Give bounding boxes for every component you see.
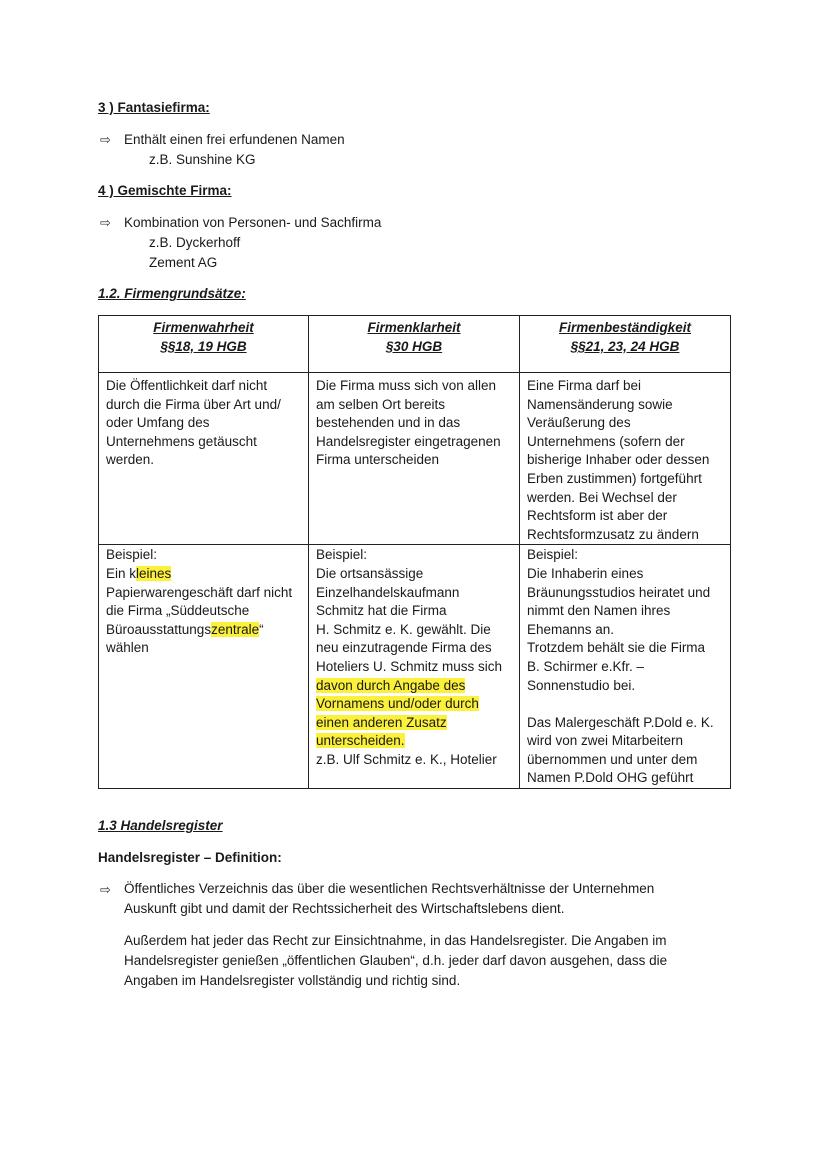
- cell-line: durch die Firma über Art und/: [106, 396, 281, 412]
- example-text: Zement AG: [149, 255, 218, 270]
- cell-line: Veräußerung des: [527, 415, 631, 431]
- cell-line: die Firma „Süddeutsche: [106, 603, 250, 619]
- cell-line: Erben zustimmen) fortgeführt: [527, 470, 702, 486]
- cell-line: [106, 565, 301, 584]
- firmengrundsaetze-table: [98, 315, 731, 789]
- text-line: Angaben im Handelsregister vollständig und richtig sind.: [124, 973, 461, 988]
- cell-line: B. Schirmer e.Kfr. –: [527, 658, 645, 674]
- cell-line: [106, 621, 301, 640]
- cell-line: Hoteliers U. Schmitz muss sich: [316, 658, 503, 674]
- cell-line: H. Schmitz e. K. gewählt. Die: [316, 621, 491, 637]
- heading-firmengrundsaetze: 1.2. Firmengrundsätze:: [98, 286, 246, 301]
- cell-line: [316, 677, 512, 696]
- highlighted-text: einen anderen Zusatz: [316, 714, 447, 730]
- paragraph-text: [124, 931, 667, 991]
- highlighted-text: Vornamens und/oder durch: [316, 696, 479, 712]
- cell-line: z.B. Ulf Schmitz e. K., Hotelier: [316, 751, 497, 767]
- cell-line: Die Inhaberin eines: [527, 565, 644, 581]
- header-title: Firmenwahrheit: [153, 320, 254, 335]
- cell-line: bestehenden und in das: [316, 415, 461, 431]
- header-law: §30 HGB: [385, 338, 443, 354]
- arrow-right-icon: ⇨: [100, 215, 111, 230]
- cell-line: Einzelhandelskaufmann: [316, 584, 460, 600]
- cell-line: Namen P.Dold OHG geführt: [527, 770, 694, 786]
- text-run: Büroausstattungs: [106, 621, 212, 637]
- cell-line: Schmitz hat die Firma: [316, 603, 447, 619]
- cell-line: Beispiel:: [316, 547, 368, 563]
- cell-line: werden.: [106, 452, 155, 468]
- cell-line: nimmt den Namen ihres: [527, 603, 671, 619]
- table-cell-example: [309, 545, 520, 789]
- heading-fantasiefirma: 3 ) Fantasiefirma:: [98, 100, 210, 115]
- spacer: [527, 695, 723, 714]
- cell-line: [316, 714, 512, 733]
- table-cell-example: [520, 545, 731, 789]
- heading-handelsregister: 1.3 Handelsregister: [98, 818, 223, 833]
- text-line: Öffentliches Verzeichnis das über die wesentlichen Rechtsverhältnisse der Unternehmen: [124, 881, 655, 896]
- cell-line: Rechtsformzusatz zu ändern: [527, 526, 699, 542]
- cell-line: Namensänderung sowie: [527, 396, 673, 412]
- subheading-definition: Handelsregister – Definition:: [98, 850, 282, 865]
- cell-line: Die ortsansässige: [316, 565, 424, 581]
- cell-line: Unternehmens (sofern der: [527, 433, 685, 449]
- cell-line: Papierwarengeschäft darf nicht: [106, 584, 293, 600]
- header-law: §§18, 19 HGB: [160, 338, 247, 354]
- text-line: Außerdem hat jeder das Recht zur Einsichtnahme, in das Handelsregister. Die Angaben im: [124, 933, 667, 948]
- heading-gemischte-firma: 4 ) Gemischte Firma:: [98, 183, 232, 198]
- header-title: Firmenklarheit: [367, 320, 461, 335]
- cell-line: Das Malergeschäft P.Dold e. K.: [527, 714, 714, 730]
- table-header-cell: [309, 316, 520, 373]
- bullet-text: Kombination von Personen- und Sachfirma: [124, 215, 382, 230]
- text-line: Auskunft gibt und damit der Rechtssicherheit des Wirtschaftslebens dient.: [124, 901, 565, 916]
- arrow-right-icon: ⇨: [100, 132, 111, 147]
- cell-line: wählen: [106, 640, 149, 656]
- table-cell-example: [99, 545, 309, 789]
- cell-line: bisherige Inhaber oder dessen: [527, 452, 710, 468]
- cell-line: Eine Firma darf bei: [527, 378, 642, 393]
- cell-line: am selben Ort bereits: [316, 396, 446, 412]
- text-line: Handelsregister genießen „öffentlichen Glauben“, d.h. jeder darf davon ausgehen, dass die: [124, 953, 668, 968]
- cell-line: oder Umfang des: [106, 415, 210, 431]
- cell-line: Rechtsform ist aber der: [527, 508, 668, 524]
- cell-line: Handelsregister eingetragenen: [316, 433, 501, 449]
- cell-line: Die Firma muss sich von allen: [316, 378, 497, 393]
- cell-line: Beispiel:: [106, 547, 158, 563]
- definition-text: [124, 879, 654, 919]
- highlighted-text: zentrale: [211, 621, 260, 637]
- highlighted-text: davon durch Angabe des: [316, 677, 466, 693]
- cell-line: wird von zwei Mitarbeitern: [527, 733, 684, 749]
- highlighted-text: leines: [136, 565, 172, 581]
- highlighted-text: unterscheiden.: [316, 733, 405, 749]
- arrow-right-icon: ⇨: [100, 882, 111, 897]
- cell-line: [316, 732, 512, 751]
- cell-line: Sonnenstudio bei.: [527, 677, 636, 693]
- cell-line: Firma unterscheiden: [316, 452, 440, 468]
- cell-line: werden. Bei Wechsel der: [527, 489, 677, 505]
- cell-line: Die Öffentlichkeit darf nicht: [106, 378, 268, 393]
- header-title: Firmenbeständigkeit: [558, 320, 692, 335]
- cell-line: Unternehmens getäuscht: [106, 433, 257, 449]
- cell-line: Ehemanns an.: [527, 621, 615, 637]
- cell-line: Beispiel:: [527, 547, 579, 563]
- cell-line: [316, 695, 512, 714]
- example-text: z.B. Dyckerhoff: [149, 235, 241, 250]
- table-header-cell: [520, 316, 731, 373]
- cell-line: Trotzdem behält sie die Firma: [527, 640, 706, 656]
- table-cell-definition: [520, 373, 731, 545]
- cell-line: neu einzutragende Firma des: [316, 640, 492, 656]
- bullet-text: Enthält einen frei erfundenen Namen: [124, 132, 345, 147]
- table-cell-definition: [309, 373, 520, 545]
- text-run: “: [259, 621, 264, 637]
- example-text: z.B. Sunshine KG: [149, 152, 256, 167]
- text-run: Ein k: [106, 565, 137, 581]
- cell-line: übernommen und unter dem: [527, 751, 698, 767]
- table-header-cell: [99, 316, 309, 373]
- table-cell-definition: [99, 373, 309, 545]
- cell-line: Bräunungsstudios heiratet und: [527, 584, 711, 600]
- header-law: §§21, 23, 24 HGB: [570, 338, 680, 354]
